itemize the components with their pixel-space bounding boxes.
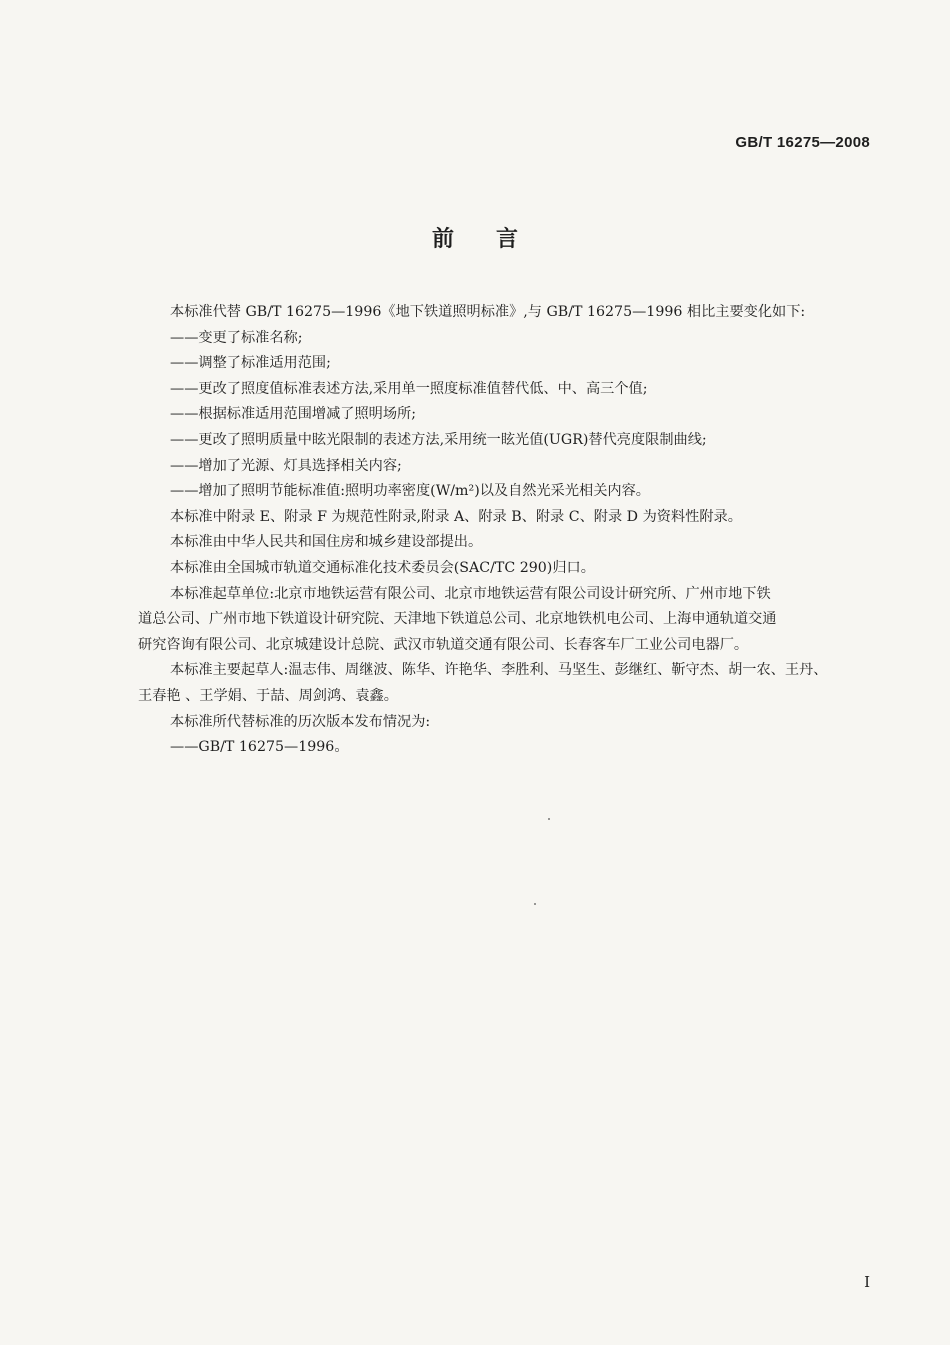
change-item-text: ——变更了标准名称; — [170, 329, 303, 346]
change-item-text: ——根据标准适用范围增减了照明场所; — [170, 406, 416, 423]
paragraph-line: 本标准所代替标准的历次版本发布情况为: — [170, 713, 431, 730]
change-item — [170, 377, 878, 403]
paragraph-line: 本标准起草单位:北京市地铁运营有限公司、北京市地铁运营有限公司设计研究所、广州市地下铁 — [170, 585, 771, 602]
paragraph-committee — [170, 556, 878, 582]
paragraph-drafting-units — [138, 582, 878, 659]
paragraph-line: 本标准由全国城市轨道交通标准化技术委员会(SAC/TC 290)归口。 — [170, 559, 595, 576]
change-item-text: ——增加了照明节能标准值:照明功率密度(W/m²)以及自然光采光相关内容。 — [170, 483, 650, 500]
change-item-text: ——增加了光源、灯具选择相关内容; — [170, 457, 402, 474]
paragraph-proposer — [170, 530, 878, 556]
paragraph-line: 本标准代替 GB/T 16275—1996《地下铁道照明标准》,与 GB/T 16275—1996 相比主要变化如下: — [170, 304, 806, 320]
change-item — [170, 454, 878, 480]
paragraph-line: 道总公司、广州市地下铁道设计研究院、天津地下铁道总公司、北京地铁机电公司、上海申通轨道交通 — [138, 611, 777, 628]
page-title: 前言 — [431, 227, 560, 252]
paragraph-line: 本标准由中华人民共和国住房和城乡建设部提出。 — [170, 534, 483, 551]
change-item — [170, 479, 878, 505]
change-item-text: ——更改了照明质量中眩光限制的表述方法,采用统一眩光值(UGR)替代亮度限制曲线; — [170, 431, 707, 448]
paragraph-replaces — [170, 300, 878, 326]
preface-body — [138, 300, 878, 761]
change-item — [170, 428, 878, 454]
standard-code: GB/T 16275—2008 — [735, 134, 870, 151]
paragraph-appendix — [170, 505, 878, 531]
paragraph-history — [170, 710, 878, 736]
change-item — [170, 402, 878, 428]
change-item-text: ——调整了标准适用范围; — [170, 355, 331, 372]
change-item — [170, 326, 878, 352]
change-item-text: ——更改了照度值标准表述方法,采用单一照度标准值替代低、中、高三个值; — [170, 380, 648, 397]
paragraph-drafters — [138, 658, 878, 709]
paragraph-line: 研究咨询有限公司、北京城建设计总院、武汉市轨道交通有限公司、长春客车厂工业公司电器厂。 — [138, 636, 749, 653]
change-item — [170, 351, 878, 377]
paragraph-line: 王春艳 、王学娟、于喆、周剑鸿、袁鑫。 — [138, 687, 398, 704]
paragraph-line: 本标准主要起草人:温志伟、周继波、陈华、许艳华、李胜利、马坚生、彭继红、靳守杰、胡一农、王丹、 — [170, 662, 828, 679]
page-number: I — [864, 1273, 870, 1291]
paragraph-line: 本标准中附录 E、附录 F 为规范性附录,附录 A、附录 B、附录 C、附录 D 为资料性附录。 — [170, 508, 742, 525]
history-item — [170, 735, 878, 761]
scan-speck — [548, 818, 550, 820]
history-item-text: ——GB/T 16275—1996。 — [170, 739, 349, 756]
scan-speck — [534, 903, 536, 905]
